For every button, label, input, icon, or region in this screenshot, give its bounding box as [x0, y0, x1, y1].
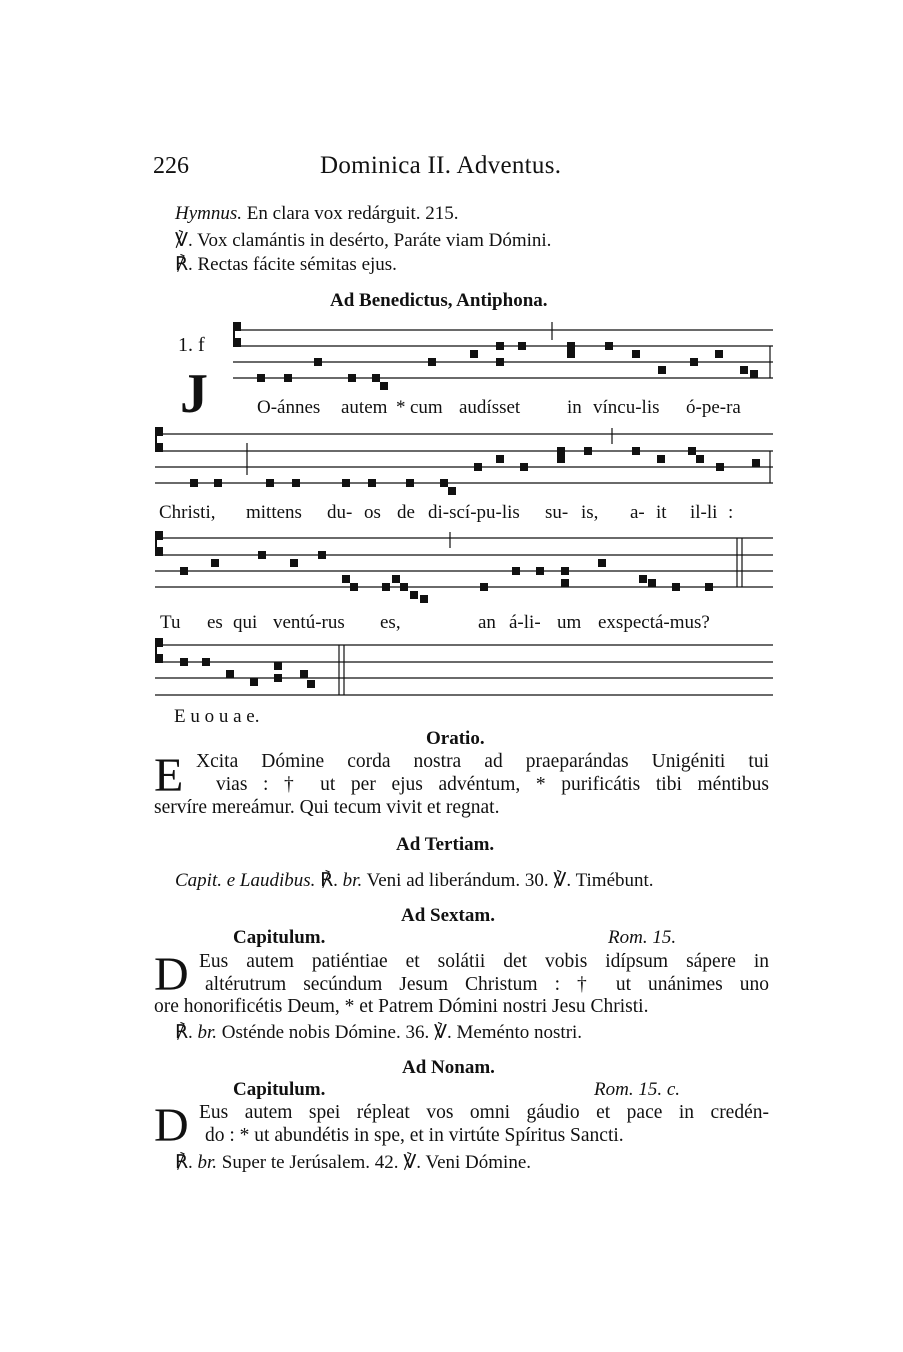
lyric: cum	[410, 397, 443, 418]
sextam-reference: Rom. 15.	[608, 927, 677, 948]
lyric: su-	[545, 502, 569, 523]
lyric: a-	[630, 502, 645, 523]
euouae: E u o u a e.	[174, 706, 260, 727]
lyric: :	[728, 502, 734, 523]
br-label: br.	[197, 1022, 218, 1043]
antiphon-heading: Ad Benedictus, Antiphona.	[330, 290, 548, 311]
tertiam-text-1: Veni ad liberándum. 30.	[366, 870, 549, 891]
lyric: O-ánnes	[257, 397, 321, 418]
lyric: víncu-lis	[593, 397, 660, 418]
versicle-symbol: ℣.	[433, 1022, 452, 1043]
oratio-line-2: vias : † ut per ejus advéntum, * purificátis tibi méntibus	[216, 774, 769, 795]
sextam-resp-1: Osténde nobis Dómine. 36.	[221, 1022, 430, 1043]
oratio-line-3: servíre mereámur. Qui tecum vivit et regnat.	[154, 797, 500, 818]
lyric: Christi,	[159, 502, 216, 523]
lyric: á-li-	[509, 612, 541, 633]
sextam-line-1: Eus autem patiéntiae et solátii det vobis idípsum sápere in	[199, 951, 769, 972]
oratio-heading: Oratio.	[426, 728, 485, 749]
nonam-line-2: do : * ut abundétis in spe, et in virtúte Spíritus Sancti.	[205, 1125, 624, 1146]
lyric: ó-pe-ra	[686, 397, 741, 418]
tertiam-text-2: Timébunt.	[575, 870, 654, 891]
response-text: Rectas fácite sémitas ejus.	[197, 254, 397, 275]
nonam-line-1: Eus autem spei répleat vos omni gáudio et pace in credén-	[199, 1102, 769, 1123]
response-symbol: ℟.	[175, 254, 193, 275]
sextam-capitulum: Capitulum.	[233, 927, 326, 948]
oratio-line-1: Xcita Dómine corda nostra ad praeparándas Unigéniti tui	[196, 751, 769, 772]
antiphon-initial: J	[180, 363, 208, 425]
response-symbol: ℟.	[175, 1022, 193, 1043]
lyric: mittens	[246, 502, 302, 523]
page-number: 226	[153, 153, 189, 179]
lyric: it	[656, 502, 667, 523]
lyric: os	[364, 502, 381, 523]
lyric: an	[478, 612, 496, 633]
tertiam-heading: Ad Tertiam.	[396, 834, 495, 855]
lyric: qui	[233, 612, 258, 633]
versicle-text: Vox clamántis in desérto, Paráte viam Dómini.	[197, 230, 552, 251]
nonam-heading: Ad Nonam.	[402, 1057, 495, 1078]
lyric: is,	[581, 502, 599, 523]
sextam-heading: Ad Sextam.	[401, 905, 495, 926]
sextam-line-3: ore honorificétis Deum, * et Patrem Dómini nostri Jesu Christi.	[154, 996, 649, 1017]
lyric: Tu	[160, 612, 181, 633]
sextam-line-2: altérutrum secúndum Jesum Christum : † ut unánimes uno	[205, 974, 769, 995]
br-label: br.	[342, 870, 363, 891]
hymn-label: Hymnus.	[175, 203, 243, 224]
br-label: br.	[197, 1152, 218, 1173]
nonam-resp-1: Super te Jerúsalem. 42.	[221, 1152, 399, 1173]
lyric: audísset	[459, 397, 521, 418]
mode-label: 1. f	[178, 334, 205, 356]
lyric: il-li	[690, 502, 718, 523]
lyric: um	[557, 612, 582, 633]
oratio-initial: E	[154, 749, 184, 802]
sextam-initial: D	[154, 948, 189, 1001]
tertiam-line	[175, 869, 654, 892]
lyric: du-	[327, 502, 353, 523]
sextam-response	[175, 1021, 582, 1044]
nonam-reference: Rom. 15. c.	[594, 1079, 681, 1100]
lyric: ventú-rus	[273, 612, 345, 633]
versicle-symbol: ℣.	[175, 230, 193, 251]
nonam-response	[175, 1151, 531, 1174]
response-symbol: ℟.	[175, 1152, 193, 1173]
nonam-initial: D	[154, 1099, 189, 1152]
lyric: *	[396, 397, 406, 418]
lyric: es	[207, 612, 223, 633]
nonam-resp-2: Veni Dómine.	[425, 1152, 532, 1173]
capit-label: Capit. e Laudibus.	[175, 870, 316, 891]
nonam-capitulum: Capitulum.	[233, 1079, 326, 1100]
sextam-resp-2: Meménto nostri.	[456, 1022, 583, 1043]
page-title: Dominica II. Adventus.	[320, 152, 562, 179]
lyric: autem	[341, 397, 388, 418]
versicle-symbol: ℣.	[403, 1152, 422, 1173]
lyric: di-scí-pu-lis	[428, 502, 520, 523]
response-symbol: ℟.	[320, 870, 338, 891]
lyric: in	[567, 397, 582, 418]
hymn-text: En clara vox redárguit. 215.	[246, 203, 459, 224]
lyric: exspectá-mus?	[598, 612, 710, 633]
lyric: es,	[380, 612, 401, 633]
versicle-symbol: ℣.	[553, 870, 572, 891]
lyric: de	[397, 502, 415, 523]
